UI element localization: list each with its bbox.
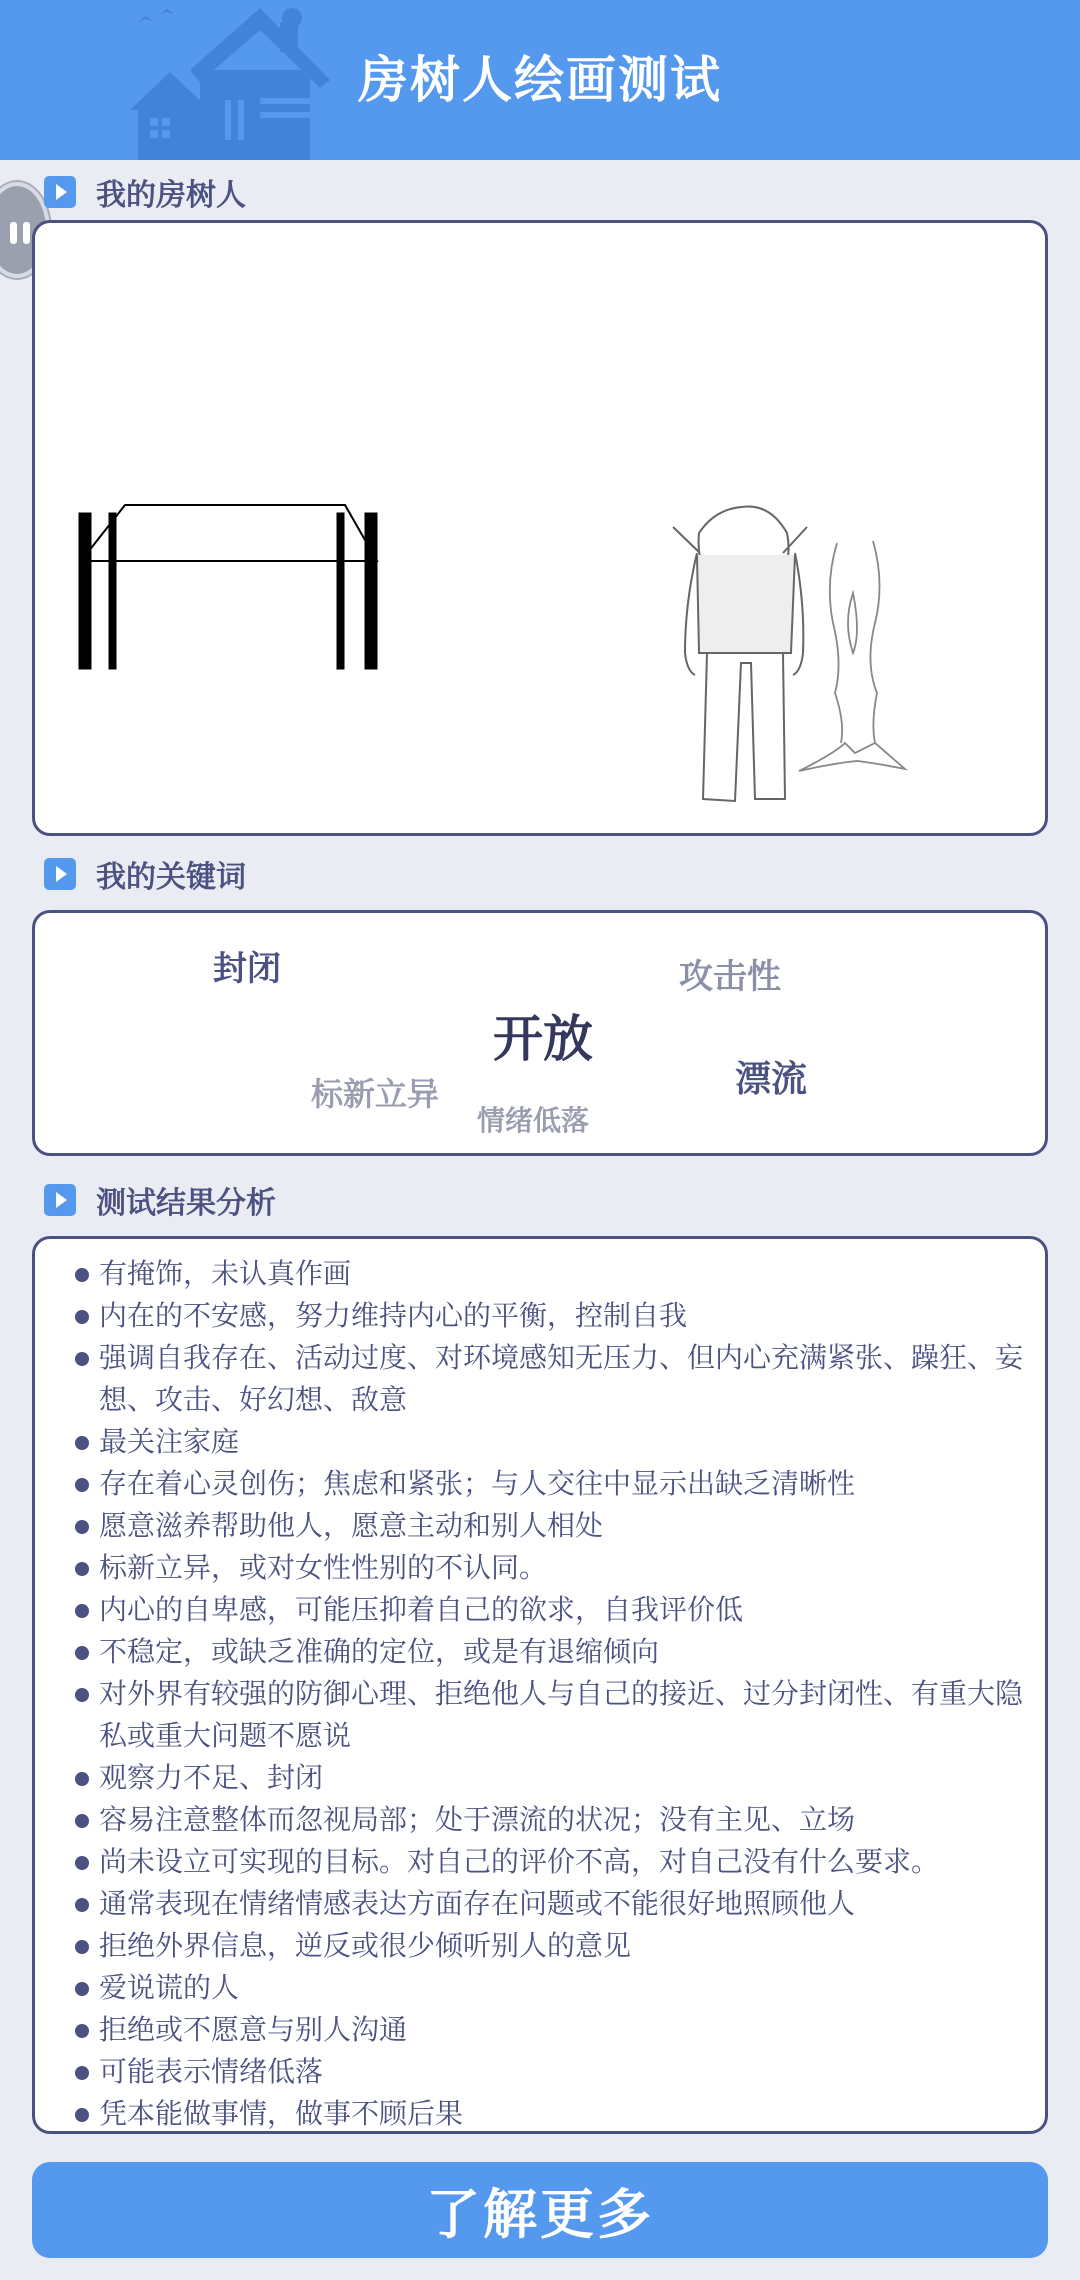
section-title-text: 我的关键词 [96,860,246,895]
analysis-item [59,2093,1031,2135]
analysis-item-text: 最关注家庭 [99,1425,240,1458]
bullet-icon [75,1310,89,1324]
analysis-item-text: 内心的自卑感，可能压抑着自己的欲求，自我评价低 [99,1593,744,1626]
analysis-item-text: 内在的不安感，努力维持内心的平衡，控制自我 [99,1299,688,1332]
analysis-item-text: 拒绝或不愿意与别人沟通 [99,2013,408,2046]
analysis-item [59,1673,1031,1757]
bullet-icon [75,1898,89,1912]
bullet-icon [75,1352,89,1366]
analysis-item-text: 尚未设立可实现的目标。对自己的评价不高，对自己没有什么要求。 [99,1845,940,1878]
pause-icon-bar [23,222,30,244]
analysis-item-text: 愿意滋养帮助他人，愿意主动和别人相处 [99,1509,604,1542]
analysis-item [59,1505,1031,1547]
page-title: 房树人绘画测试 [358,51,722,109]
play-icon [44,1184,76,1216]
keyword-3: 开放 [493,1010,593,1068]
tree-drawing-icon [799,541,905,771]
bullet-icon [75,1562,89,1576]
keyword-5: 漂流 [735,1059,808,1100]
house-drawing-icon [79,505,377,669]
bullet-icon [75,1436,89,1450]
analysis-item-text: 爱说谎的人 [99,1971,240,2004]
bullet-icon [75,1814,89,1828]
analysis-item-text: 容易注意整体而忽视局部；处于漂流的状况；没有主见、立场 [99,1803,856,1836]
analysis-item [59,1883,1031,1925]
analysis-item [59,1631,1031,1673]
keywords-card [32,910,1048,1156]
bullet-icon [75,2066,89,2080]
keyword-1: 封闭 [213,949,281,989]
bullet-icon [75,1520,89,1534]
analysis-item-text: 通常表现在情绪情感表达方面存在问题或不能很好地照顾他人 [99,1887,856,1920]
section-title-keywords [44,854,246,894]
analysis-item-text: 不稳定，或缺乏准确的定位，或是有退缩倾向 [99,1635,660,1668]
analysis-item [59,1421,1031,1463]
play-icon [44,176,76,208]
analysis-item-text: 对外界有较强的防御心理、拒绝他人与自己的接近、过分封闭性、有重大隐私或重大问题不愿说 [99,1677,1024,1752]
keyword-2: 攻击性 [679,957,781,997]
analysis-item-text: 观察力不足、封闭 [99,1761,324,1794]
analysis-item-text: 拒绝外界信息，逆反或很少倾听别人的意见 [99,1929,632,1962]
section-title-drawing [44,172,246,212]
learn-more-button[interactable]: 了解更多 [32,2162,1048,2258]
analysis-item [59,1547,1031,1589]
bullet-icon [75,2024,89,2038]
bullet-icon [75,1604,89,1618]
analysis-item [59,1967,1031,2009]
analysis-item-text: 强调自我存在、活动过度、对环境感知无压力、但内心充满紧张、躁狂、妄想、攻击、好幻想、敌意 [99,1341,1024,1416]
keyword-4: 标新立异 [311,1075,440,1113]
analysis-card [32,1236,1048,2134]
pause-icon [10,222,17,244]
section-title-text: 测试结果分析 [96,1186,276,1221]
analysis-item-text: 存在着心灵创伤；焦虑和紧张；与人交往中显示出缺乏清晰性 [99,1467,856,1500]
section-title-text: 我的房树人 [96,178,246,213]
person-drawing-icon [673,507,807,801]
bullet-icon [75,1940,89,1954]
keyword-6: 情绪低落 [477,1104,590,1137]
analysis-item-text: 有掩饰，未认真作画 [99,1257,352,1290]
analysis-item-text: 标新立异，或对女性性别的不认同。 [99,1551,548,1584]
analysis-item [59,2009,1031,2051]
bullet-icon [75,1856,89,1870]
analysis-item-text: 凭本能做事情，做事不顾后果 [99,2097,464,2130]
bullet-icon [75,1688,89,1702]
analysis-item [59,1799,1031,1841]
bullet-icon [75,1646,89,1660]
bullet-icon [75,1982,89,1996]
analysis-item [59,1295,1031,1337]
analysis-item [59,1589,1031,1631]
analysis-item [59,1253,1031,1295]
play-icon [44,858,76,890]
analysis-item [59,1757,1031,1799]
analysis-item [59,1925,1031,1967]
bullet-icon [75,1478,89,1492]
analysis-item [59,1841,1031,1883]
bullet-icon [75,1268,89,1282]
bullet-icon [75,2108,89,2122]
bullet-icon [75,1772,89,1786]
section-title-analysis [44,1180,276,1220]
analysis-item [59,1337,1031,1421]
drawing-card [32,220,1048,836]
app-header [0,0,1080,160]
analysis-item [59,1463,1031,1505]
analysis-item [59,2051,1031,2093]
analysis-list [59,1253,1031,2135]
analysis-item-text: 可能表示情绪低落 [99,2055,324,2088]
house-tree-person-drawing [35,223,1045,833]
